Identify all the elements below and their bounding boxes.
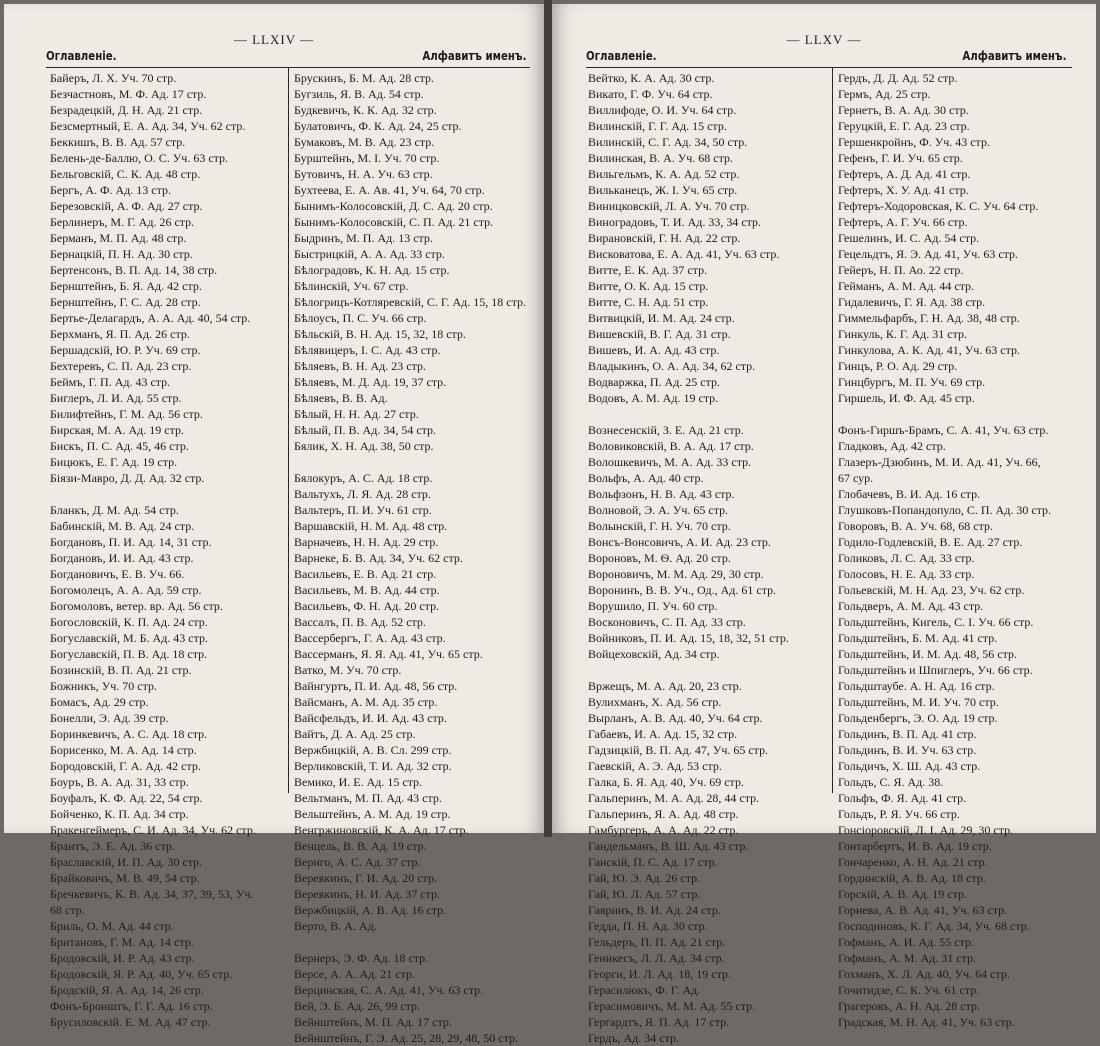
- index-entry: Вишевскій, В. Г. Ад. 31 стр.: [588, 327, 731, 341]
- index-entry: Волошкевичъ, М. А. Ад. 33 стр.: [588, 455, 752, 469]
- index-entry: Вайсманъ, А. М. Ад. 35 стр.: [294, 695, 438, 709]
- index-entry: Борисенко, М. А. Ад. 14 стр.: [50, 743, 197, 757]
- index-entry: Варшавскій, Н. М. Ад. 48 стр.: [294, 519, 448, 533]
- index-entry: Богуславскій, М. Б. Ад. 43 стр.: [50, 631, 209, 645]
- index-entry: Гонтарбертъ, И. В. Ад. 19 стр.: [838, 839, 992, 853]
- index-entry: Гординскій, А. В. Ад. 18 стр.: [838, 871, 986, 885]
- index-entry: Бертье-Делагардъ, А. А. Ад. 40, 54 стр.: [50, 311, 251, 325]
- running-header-right: Алфавитъ именъ.: [961, 49, 1066, 63]
- index-entry: Венцель, В. В. Ад. 19 стр.: [294, 839, 427, 853]
- index-entry: Вишевъ, И. А. Ад. 43 стр.: [588, 343, 720, 357]
- index-entry: Георги, И. Л. Ад. 18, 19 стр.: [588, 967, 731, 981]
- index-entry: Бискъ, П. С. Ад. 45, 46 стр.: [50, 439, 189, 453]
- index-entry: Гернетъ, В. А. Ад. 30 стр.: [838, 103, 969, 117]
- index-entry: Глазеръ-Дзюбинъ, М. И. Ад. 41, Уч. 66,: [838, 455, 1041, 469]
- index-entry: Вилинская, В. А. Уч. 68 стр.: [588, 151, 733, 165]
- index-entry: Горскій, А. В. Ад. 19 стр.: [838, 887, 967, 901]
- index-entry: Бертенсонъ, В. П. Ад. 14, 38 стр.: [50, 263, 218, 277]
- index-entry: Вернеръ, Э. Ф. Ад. 18 стр.: [294, 951, 429, 965]
- index-entry: Бѣлоградовъ, К. Н. Ад. 15 стр.: [294, 263, 450, 277]
- index-entry: Гинкуль, К. Г. Ад. 31 стр.: [838, 327, 967, 341]
- index-entry: Вайтъ, Д. А. Ад. 25 стр.: [294, 727, 416, 741]
- index-entry: Бехтеревъ, С. П. Ад. 23 стр.: [50, 359, 192, 373]
- index-entry: Гай, Ю. Э. Ад. 26 стр.: [588, 871, 701, 885]
- index-entry: Вулихманъ, Х. Ад. 56 стр.: [588, 695, 722, 709]
- index-entry: Булатовичъ, Ф. К. Ад. 24, 25 стр.: [294, 119, 462, 133]
- index-entry: Гаевскій, А. Э. Ад. 53 стр.: [588, 759, 722, 773]
- index-entry: Гердъ, Д. Д. Ад. 52 стр.: [838, 71, 958, 85]
- index-entry: Гольевскій, М. Н. Ад. 23, Уч. 62 стр.: [838, 583, 1025, 597]
- index-entry: Бонелли, Э. Ад. 39 стр.: [50, 711, 169, 725]
- index-entry: Глобачевъ, В. И. Ад. 16 стр.: [838, 487, 981, 501]
- index-entry: Горнева, А. В. Ад. 41, Уч. 63 стр.: [838, 903, 1008, 917]
- index-entry: Вороновичъ, М. М. Ад. 29, 30 стр.: [588, 567, 764, 581]
- index-entry: Гефенъ, Г. И. Уч. 65 стр.: [838, 151, 963, 165]
- column-divider: [832, 68, 833, 793]
- index-entry: Берлинеръ, М. Г. Ад. 26 стр.: [50, 215, 195, 229]
- index-entry: Вырланъ, А. В. Ад. 40, Уч. 64 стр.: [588, 711, 763, 725]
- index-entry: Безрадецкій, Д. Н. Ад. 21 стр.: [50, 103, 203, 117]
- index-entry: Водовъ, А. М. Ад. 19 стр.: [588, 391, 719, 405]
- index-entry: Васильевъ, Е. В. Ад. 21 стр.: [294, 567, 437, 581]
- index-entry: Безчастновъ, М. Ф. Ад. 17 стр.: [50, 87, 207, 101]
- index-entry: Гольденбергъ, Э. О. Ад. 19 стр.: [838, 711, 998, 725]
- index-entry: Бицюкъ, Е. Г. Ад. 19 стр.: [50, 455, 178, 469]
- index-entry: Бельговскій, С. К. Ад. 48 стр.: [50, 167, 201, 181]
- index-entry: Геникесъ, Л. Л. Ад. 34 стр.: [588, 951, 725, 965]
- index-entry: Бѣлявицеръ, І. С. Ад. 43 стр.: [294, 343, 441, 357]
- index-entry: Биглеръ, Л. И. Ад. 55 стр.: [50, 391, 182, 405]
- index-entry: Бѣляевъ, М. Д. Ад. 19, 37 стр.: [294, 375, 447, 389]
- index-column: [50, 70, 286, 1030]
- page-number: — LLXIV —: [233, 32, 315, 47]
- index-entry: Владыкинъ, О. А. Ад. 34, 62 стр.: [588, 359, 756, 373]
- index-entry: Вольфзонъ, Н. В. Ад. 43 стр.: [588, 487, 735, 501]
- index-entry: Гамбургеръ, А. А. Ад. 22 стр.: [588, 823, 739, 837]
- index-entry: Боринкевичъ, А. С. Ад. 18 стр.: [50, 727, 208, 741]
- index-entry: Бумаковъ, М. В. Ад. 23 стр.: [294, 135, 435, 149]
- index-entry: Бынимъ-Колосовскій, С. П. Ад. 21 стр.: [294, 215, 494, 229]
- index-entry: Гольдштейнъ, М. И. Уч. 70 стр.: [838, 695, 999, 709]
- index-entry: Брускинъ, Б. М. Ад. 28 стр.: [294, 71, 434, 85]
- index-entry: Виницковскій, Л. А. Уч. 70 стр.: [588, 199, 750, 213]
- index-entry: Гейеръ, Н. П. Ао. 22 стр.: [838, 263, 964, 277]
- index-entry: Виллифоде, О. И. Уч. 64 стр.: [588, 103, 737, 117]
- index-entry: Бынимъ-Колосовскій, Д. С. Ад. 20 стр.: [294, 199, 493, 213]
- index-entry: Вассалъ, П. В. Ад. 52 стр.: [294, 615, 426, 629]
- column-divider: [288, 68, 289, 793]
- index-entry: Богословскій, К. П. Ад. 24 стр.: [50, 615, 208, 629]
- index-entry: Ганскій, П. С. Ад. 17 стр.: [588, 855, 718, 869]
- index-entry: Гиммельфарбъ, Г. Н. Ад. 38, 48 стр.: [838, 311, 1020, 325]
- index-entry: Бѣлогрицъ-Котляревскій, С. Г. Ад. 15, 18 стр.: [294, 295, 526, 309]
- index-entry: Гедда, П. Н. Ад. 30 стр.: [588, 919, 708, 933]
- index-entry: Вальтеръ, П. И. Уч. 61 стр.: [294, 503, 432, 517]
- index-entry: Быстрицкій, А. А. Ад. 33 стр.: [294, 247, 445, 261]
- index-entry: Боуръ, В. А. Ад. 31, 33 стр.: [50, 775, 189, 789]
- index-entry: Брусиловскій. Е. М. Ад. 47 стр.: [50, 1015, 211, 1029]
- index-entry: Боуфалъ, К. Ф. Ад. 22, 54 стр.: [50, 791, 203, 805]
- index-entry: Бродскій, Я. А. Ад. 14, 26 стр.: [50, 983, 204, 997]
- index-entry: Бѣлый, Н. Н. Ад. 27 стр.: [294, 407, 419, 421]
- index-entry: Бѣлый, П. В. Ад. 34, 54 стр.: [294, 423, 437, 437]
- index-entry: Голосовъ, Н. Е. Ад. 33 стр.: [838, 567, 975, 581]
- index-entry: Геруцкій, Е. Г. Ад. 23 стр.: [838, 119, 970, 133]
- index-entry: Вилинскій, Г. Г. Ад. 15 стр.: [588, 119, 727, 133]
- index-entry: Войниковъ, П. И. Ад. 15, 18, 32, 51 стр.: [588, 631, 789, 645]
- index-entry: Фонъ-Гиршъ-Брамъ, С. А. 41, Уч. 63 стр.: [838, 423, 1049, 437]
- index-entry: Гершенкройнъ, Ф. Уч. 43 стр.: [838, 135, 990, 149]
- index-entry: Вериго, А. С. Ад. 37 стр.: [294, 855, 421, 869]
- index-entry: Вильканецъ, Ж. І. Уч. 65 стр.: [588, 183, 738, 197]
- index-entry: Гинцбургъ, М. П. Уч. 69 стр.: [838, 375, 986, 389]
- index-column: [294, 70, 530, 1046]
- index-entry: Вальтухъ, Л. Я. Ад. 28 стр.: [294, 487, 431, 501]
- index-entry: Бородовскій, Г. А. Ад. 42 стр.: [50, 759, 201, 773]
- index-entry: Бугзиль, Я. В. Ад. 54 стр.: [294, 87, 424, 101]
- index-entry: Вей, Э. Б. Ад. 26, 99 стр.: [294, 999, 421, 1013]
- index-entry: Байеръ, Л. Х. Уч. 70 стр.: [50, 71, 177, 85]
- index-entry: Гефтеръ-Ходоровская, К. С. Уч. 64 стр.: [838, 199, 1039, 213]
- index-entry: Годило-Годлевскій, В. Е. Ад. 27 стр.: [838, 535, 1023, 549]
- index-entry: Господиновъ, К. Г. Ад. 34, Уч. 68 стр.: [838, 919, 1030, 933]
- index-entry: Вржещъ, М. А. Ад. 20, 23 стр.: [588, 679, 742, 693]
- index-entry: Волновой, Э. А. Уч. 65 стр.: [588, 503, 729, 517]
- index-entry: Гольдштейнъ, Кигель, С. І. Уч. 66 стр.: [838, 615, 1034, 629]
- index-entry: Гольдверъ, А. М. Ад. 43 стр.: [838, 599, 984, 613]
- index-entry: Восконовичъ, С. П. Ад. 33 стр.: [588, 615, 746, 629]
- index-entry: Браславскій, И. П. Ад. 30 стр.: [50, 855, 203, 869]
- index-entry: Гидалевичъ, Г. Я. Ад. 38 стр.: [838, 295, 986, 309]
- index-entry: Вороновъ, М. Ѳ. Ад. 20 стр.: [588, 551, 731, 565]
- index-entry: Вельтманъ, М. П. Ад. 43 стр.: [294, 791, 442, 805]
- index-entry: Гохманъ, Х. Л. Ад. 40, Уч. 64 стр.: [838, 967, 1010, 981]
- left-page: [4, 4, 544, 1045]
- index-entry: Гефтеръ, А. Д. Ад. 41 стр.: [838, 167, 971, 181]
- index-entry: Гольдъ, Р. Я. Уч. 66 стр.: [838, 807, 960, 821]
- index-entry: Викато, Г. Ф. Уч. 64 стр.: [588, 87, 713, 101]
- index-entry: Бѣльскій, В. Н. Ад. 15, 32, 18 стр.: [294, 327, 466, 341]
- index-entry: Гольдинъ, В. И. Уч. 63 стр.: [838, 743, 977, 757]
- index-entry: Бречкевичъ, К. В. Ад. 34, 37, 39, 53, Уч.: [50, 887, 254, 901]
- index-entry: Бернштейнъ, Г. С. Ад. 28 стр.: [50, 295, 201, 309]
- index-entry: Витвицкій, И. М. Ад. 24 стр.: [588, 311, 735, 325]
- index-entry: Висковатова, Е. А. Ад. 41, Уч. 63 стр.: [588, 247, 780, 261]
- index-entry: 67 сур.: [838, 471, 874, 485]
- index-entry: Богуславскій, П. В. Ад. 18 стр.: [50, 647, 208, 661]
- index-entry: Гончаренко, А. Н. Ад. 21 стр.: [838, 855, 988, 869]
- index-entry: Беккишъ, В. В. Ад. 57 стр.: [50, 135, 186, 149]
- section-gap: [588, 662, 828, 678]
- index-entry: Гецельдтъ, Я. Э. Ад. 41, Уч. 63 стр.: [838, 247, 1019, 261]
- index-entry: Бойченко, К. П. Ад. 34 стр.: [50, 807, 189, 821]
- index-entry: Гольдъ, С. Я. Ад. 38.: [838, 775, 944, 789]
- index-entry: Богомолецъ, А. А. Ад. 59 стр.: [50, 583, 202, 597]
- index-entry: Быдринъ, М. П. Ад. 13 стр.: [294, 231, 433, 245]
- index-entry: Глушковъ-Попандопуло, С. П. Ад. 30 стр.: [838, 503, 1052, 517]
- index-entry: Вержбицкій, А. В. Сл. 299 стр.: [294, 743, 452, 757]
- index-entry: Гонсіоровскій, Л. І. Ад. 29, 30 стр.: [838, 823, 1014, 837]
- index-entry: Бялик, Х. Н. Ад. 38, 50 стр.: [294, 439, 434, 453]
- index-entry: Вилинскій, С. Г. Ад. 34, 50 стр.: [588, 135, 748, 149]
- index-entry: Гинцъ, Р. О. Ад. 29 стр.: [838, 359, 958, 373]
- index-entry: Вайнгуртъ, П. И. Ад. 48, 56 стр.: [294, 679, 458, 693]
- index-entry: Вейнштейнъ, Г. Э. Ад. 25, 28, 29, 48, 50 стр.: [294, 1031, 519, 1045]
- index-entry: Вассерманъ, Я. Я. Ад. 41, Уч. 65 стр.: [294, 647, 483, 661]
- index-entry: Біязи-Мавро, Д. Д. Ад. 32 стр.: [50, 471, 205, 485]
- section-gap: [588, 406, 828, 422]
- index-entry: Бабинскій, М. В. Ад. 24 стр.: [50, 519, 195, 533]
- index-entry: Версе, А. А. Ад. 21 стр.: [294, 967, 415, 981]
- index-entry: Гандельманъ, В. Ш. Ад. 43 стр.: [588, 839, 749, 853]
- index-entry: Верцинская, С. А. Ад. 41, Уч. 63 стр.: [294, 983, 484, 997]
- index-entry: Гольфъ, Ф. Я. Ад. 41 стр.: [838, 791, 967, 805]
- index-entry: Голиковъ, Л. С. Ад. 33 стр.: [838, 551, 975, 565]
- index-entry: Вонсъ-Вонсовичъ, А. И. Ад. 23 стр.: [588, 535, 771, 549]
- index-entry: Вознесенскій, З. Е. Ад. 21 стр.: [588, 423, 744, 437]
- index-entry: Бѣлоусъ, П. С. Уч. 66 стр.: [294, 311, 427, 325]
- index-column: [588, 70, 828, 1046]
- index-entry: Гиршель, И. Ф. Ад. 45 стр.: [838, 391, 975, 405]
- index-entry: Гинкулова, А. К. Ад. 41, Уч. 63 стр.: [838, 343, 1020, 357]
- index-entry: Богдановичъ, Е. В. Уч. 66.: [50, 567, 185, 581]
- running-header-right: Алфавитъ именъ.: [421, 49, 526, 63]
- index-entry: Гефтеръ, А. Г. Уч. 66 стр.: [838, 215, 968, 229]
- index-entry: Гольдштаубе. А. Н. Ад. 16 стр.: [838, 679, 995, 693]
- index-entry: Варнеке, Б. В. Ад. 34, Уч. 62 стр.: [294, 551, 463, 565]
- index-entry: Березовскій, А. Ф. Ад. 27 стр.: [50, 199, 203, 213]
- book-gutter: [544, 0, 552, 837]
- index-entry: Гейманъ, А. М. Ад. 44 стр.: [838, 279, 975, 293]
- index-entry: Веревкинъ, Г. И. Ад. 20 стр.: [294, 871, 437, 885]
- section-gap: [50, 486, 286, 502]
- index-entry: Беймъ, Г. П. Ад. 43 стр.: [50, 375, 171, 389]
- index-entry: Бракенгеймеръ, С. И. Ад. 34, Уч. 62 стр.: [50, 823, 256, 837]
- section-gap: [838, 406, 1074, 422]
- index-entry: Бирская, М. А. Ад. 19 стр.: [50, 423, 184, 437]
- index-entry: 68 стр.: [50, 903, 85, 917]
- index-entry: Бомасъ, Ад. 29 стр.: [50, 695, 149, 709]
- index-entry: Гладковъ, Ад. 42 стр.: [838, 439, 946, 453]
- running-header-left: Оглавленіе.: [46, 49, 117, 63]
- header-rule: [586, 67, 1072, 68]
- index-entry: Грагеровъ, А. Н. Ад. 28 стр.: [838, 999, 980, 1013]
- index-entry: Говоровъ, В. А. Уч. 68, 68 стр.: [838, 519, 993, 533]
- index-entry: Герасилюкъ, Ф. Г. Ад.: [588, 983, 701, 997]
- index-entry: Вельштейнъ, А. М. Ад. 19 стр.: [294, 807, 451, 821]
- index-entry: Бершадскій, Ю. Р. Уч. 69 стр.: [50, 343, 201, 357]
- index-entry: Витте, О. К. Ад. 15 стр.: [588, 279, 709, 293]
- index-entry: Гальперинъ, Я. А. Ад. 48 стр.: [588, 807, 739, 821]
- index-entry: Фонъ-Бронштъ, Г. Г. Ад. 16 стр.: [50, 999, 213, 1013]
- index-entry: Вирановскій, Г. Н. Ад. 22 стр.: [588, 231, 741, 245]
- index-entry: Богомоловъ, ветер. вр. Ад. 56 стр.: [50, 599, 223, 613]
- index-entry: Гермъ, Ад. 25 стр.: [838, 87, 931, 101]
- index-entry: Витте, С. Н. Ад. 51 стр.: [588, 295, 709, 309]
- index-entry: Бродовскій, И. Р. Ад. 43 стр.: [50, 951, 195, 965]
- index-entry: Вейтко, К. А. Ад. 30 стр.: [588, 71, 715, 85]
- index-entry: Гердъ, Ад. 34 стр.: [588, 1031, 679, 1045]
- index-entry: Бриль, О. М. Ад. 44 стр.: [50, 919, 174, 933]
- index-entry: Бѣляевъ, В. Н. Ад. 23 стр.: [294, 359, 426, 373]
- index-entry: Безсмертный, Е. А. Ад. 34, Уч. 62 стр.: [50, 119, 246, 133]
- index-entry: Божникъ, Уч. 70 стр.: [50, 679, 158, 693]
- index-entry: Венгржиновскій, К. А. Ад. 17 стр.: [294, 823, 469, 837]
- index-entry: Берманъ, М. П. Ад. 48 стр.: [50, 231, 187, 245]
- section-gap: [294, 934, 530, 950]
- index-entry: Гольдштейнъ, И. М. Ад. 48, 56 стр.: [838, 647, 1017, 661]
- index-entry: Гольдштейнъ и Шпиглеръ, Уч. 66 стр.: [838, 663, 1033, 677]
- right-page: [552, 4, 1096, 1045]
- index-entry: Верликовскій, Т. И. Ад. 32 стр.: [294, 759, 452, 773]
- index-entry: Бухтеева, Е. А. Ав. 41, Уч. 64, 70 стр.: [294, 183, 485, 197]
- index-entry: Водваржка, П. Ад. 25 стр.: [588, 375, 721, 389]
- index-entry: Билифтейнъ, Г. М. Ад. 56 стр.: [50, 407, 203, 421]
- index-entry: Вольфъ, А. Ад. 40 стр.: [588, 471, 704, 485]
- index-entry: Белень-де-Баллю, О. С. Уч. 63 стр.: [50, 151, 229, 165]
- index-entry: Гольдштейнъ, Б. М. Ад. 41 стр.: [838, 631, 998, 645]
- index-entry: Герасимовичъ, М. М. Ад. 55 стр.: [588, 999, 756, 1013]
- index-entry: Бродовскій, Я. Р. Ад. 40, Уч. 65 стр.: [50, 967, 233, 981]
- index-entry: Верто, В. А. Ад.: [294, 919, 377, 933]
- index-entry: Бернштейнъ, Б. Я. Ад. 42 стр.: [50, 279, 202, 293]
- index-entry: Гефтеръ, Х. У. Ад. 41 стр.: [838, 183, 969, 197]
- index-entry: Бялокуръ, А. С. Ад. 18 стр.: [294, 471, 433, 485]
- index-entry: Варначевъ, Н. Н. Ад. 29 стр.: [294, 535, 439, 549]
- index-entry: Вассербергъ, Г. А. Ад. 43 стр.: [294, 631, 446, 645]
- index-entry: Гофманъ, А. И. Ад. 55 стр.: [838, 935, 974, 949]
- index-entry: Вейнштейнъ, М. П. Ад. 17 стр.: [294, 1015, 452, 1029]
- index-entry: Гольдичъ, Х. Ш. Ад. 43 стр.: [838, 759, 981, 773]
- index-entry: Берхманъ, Я. П. Ад. 26 стр.: [50, 327, 190, 341]
- index-entry: Гельдеръ, П. П. Ад. 21 стр.: [588, 935, 726, 949]
- index-entry: Гаяринъ, В. И. Ад. 24 стр.: [588, 903, 721, 917]
- index-entry: Вильгельмъ, К. А. Ад. 52 стр.: [588, 167, 740, 181]
- index-entry: Градская, М. Н. Ад. 41, Уч. 63 стр.: [838, 1015, 1015, 1029]
- index-entry: Бергъ, А. Ф. Ад. 13 стр.: [50, 183, 171, 197]
- page-number: — LLXV —: [786, 32, 862, 47]
- index-entry: Бѣлинскій, Уч. 67 стр.: [294, 279, 409, 293]
- index-entry: Британовъ, Г. М. Ад. 14 стр.: [50, 935, 194, 949]
- index-entry: Виноградовъ, Т. И. Ад. 33, 34 стр.: [588, 215, 762, 229]
- index-entry: Богдановъ, П. И. Ад. 14, 31 стр.: [50, 535, 212, 549]
- index-entry: Гай, Ю. Л. Ад. 57 стр.: [588, 887, 701, 901]
- index-entry: Габаевъ, И. А. Ад. 15, 32 стр.: [588, 727, 738, 741]
- index-entry: Брайковичъ, М. В. 49, 54 стр.: [50, 871, 200, 885]
- index-entry: Богдановъ, И. И. Ад. 43 стр.: [50, 551, 194, 565]
- running-header-left: Оглавленіе.: [586, 49, 657, 63]
- index-entry: Бурштейнъ, М. І. Уч. 70 стр.: [294, 151, 440, 165]
- index-entry: Гешелинъ, И. С. Ад. 54 стр.: [838, 231, 980, 245]
- index-entry: Бернацкій, П. Н. Ад. 30 стр.: [50, 247, 193, 261]
- index-entry: Воловиковскій, В. А. Ад. 17 стр.: [588, 439, 754, 453]
- index-column: [838, 70, 1074, 1030]
- index-entry: Гадзицкій, В. П. Ад. 47, Уч. 65 стр.: [588, 743, 769, 757]
- index-entry: Вайсфельдъ, И. И. Ад. 43 стр.: [294, 711, 447, 725]
- index-entry: Бѣляевъ, В. В. Ад.: [294, 391, 388, 405]
- index-entry: Гофманъ, А. М. Ад. 31 стр.: [838, 951, 976, 965]
- index-entry: Бланкъ, Д. М. Ад. 54 стр.: [50, 503, 179, 517]
- index-entry: Веревкинъ, Н. И. Ад. 37 стр.: [294, 887, 441, 901]
- index-entry: Ватко, М. Уч. 70 стр.: [294, 663, 402, 677]
- index-entry: Васильевъ, М. В. Ад. 44 стр.: [294, 583, 440, 597]
- index-entry: Галка, Б. Я. Ад. 40, Уч. 69 стр.: [588, 775, 744, 789]
- section-gap: [294, 454, 530, 470]
- index-entry: Брантъ, Э. Е. Ад. 36 стр.: [50, 839, 175, 853]
- index-entry: Витте, Е. К. Ад. 37 стр.: [588, 263, 708, 277]
- index-entry: Гольдинъ, В. П. Ад. 41 стр.: [838, 727, 977, 741]
- index-entry: Гочитидзе, С. К. Уч. 61 стр.: [838, 983, 980, 997]
- index-entry: Вемико, И. Е. Ад. 15 стр.: [294, 775, 423, 789]
- index-entry: Гальперинъ, М. А. Ад. 28, 44 стр.: [588, 791, 760, 805]
- index-entry: Будкевичъ, К. К. Ад. 32 стр.: [294, 103, 437, 117]
- index-entry: Ворушило, П. Уч. 60 стр.: [588, 599, 718, 613]
- index-entry: Васильевъ, Ф. Н. Ад. 20 стр.: [294, 599, 440, 613]
- index-entry: Воронинъ, В. В. Уч., Од., Ад. 61 стр.: [588, 583, 777, 597]
- index-entry: Волынскій, Г. Н. Уч. 70 стр.: [588, 519, 731, 533]
- index-entry: Вержбицкій, А. В. Ад. 16 стр.: [294, 903, 447, 917]
- index-entry: Войцеховскій, Ад. 34 стр.: [588, 647, 720, 661]
- index-entry: Бутовичъ, Н. А. Уч. 63 стр.: [294, 167, 433, 181]
- index-entry: Бозинскій, В. П. Ад. 21 стр.: [50, 663, 192, 677]
- index-entry: Гергардтъ, Я. П. Ад. 17 стр.: [588, 1015, 730, 1029]
